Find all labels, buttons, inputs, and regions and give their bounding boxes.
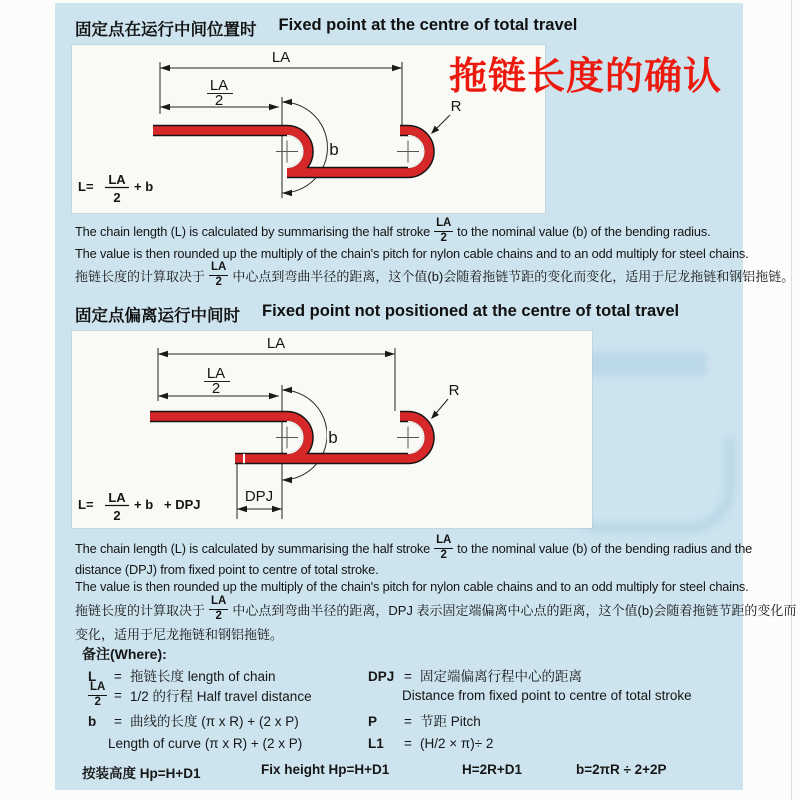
d1-b-arrow-top [282,99,292,105]
d1-b-label: b [329,140,339,159]
s2-para-en-line3: The value is then rounded up the multiply of the chain's pitch for nylon cable chains and to an odd multiply for steel chains. [75,579,749,594]
where-b-text: 曲线的长度 (π x R) + (2 x P) [130,714,299,729]
d2-la-arrow-right [385,351,395,357]
page-title-red: 拖链长度的确认 [449,56,723,98]
where-la2-text: 1/2 的行程 Half travel distance [130,689,312,704]
d1-b-arrow-bottom [282,190,292,196]
where-row-l1 [368,736,493,751]
s1-para-en-line1-pre: The chain length (L) is calculated by summarising the half stroke [75,223,431,239]
s2-para-cn-line2: 变化，适用于尼龙拖链和钢铝拖链。 [75,627,284,642]
d2-formula-l: L= [78,497,94,512]
d2-la2-arrow-right [269,393,279,399]
s1-para-en-line2: The value is then rounded up the multiply of the chain's pitch for nylon cable chains and to an odd multiply for steel chains. [75,246,749,261]
d2-la2-top: LA [206,365,226,382]
where-row-dpj [368,665,582,685]
where-curve-text: Length of curve (π x R) + (2 x P) [108,736,303,751]
where-l-text: 拖链长度 length of chain [130,669,276,684]
where-l-sym: L [88,669,97,684]
where-la2-bottom: 2 [94,695,101,708]
where-row-p [368,710,481,730]
d2-formula-plusdpj: + DPJ [164,497,201,512]
d1-formula-fracbot: 2 [113,190,121,205]
s1-para-en-frac [434,218,453,244]
d1-la2-bottom: 2 [214,92,224,109]
scan-edge-line [791,0,792,800]
bottom-fix-height-cn: 按装高度 Hp=H+D1 [82,766,201,781]
s1-frac-top: LA [434,218,453,232]
section2-heading-en: Fixed point not positioned at the centre of total travel [262,302,680,320]
d2-la-arrow-left [158,351,168,357]
d1-formula-fractop: LA [108,172,126,187]
bottom-fix-height-en: Fix height Hp=H+D1 [261,762,390,777]
where-la2-top: LA [88,682,107,696]
d2-dpj-label: DPJ [244,488,274,505]
diagram2-box [72,331,592,528]
where-title: 备注(Where): [82,646,167,662]
d2-la2-arrow-left [158,393,168,399]
d1-la2-arrow-left [160,104,170,110]
s2-para-cn-pre: 拖链长度的计算取决于 [75,602,206,618]
s1-para-en-line1-post: to the nominal value (b) of the bending radius. [457,223,711,239]
section1-heading-cn: 固定点在运行中间位置时 [75,21,257,39]
s2-para-en-line1-post: to the nominal value (b) of the bending radius and the [457,540,753,556]
s2-cn-frac-bottom: 2 [215,609,222,622]
d1-la-label: LA [271,49,291,66]
d1-formula-plusb: + b [134,179,154,194]
d2-formula-fractop: LA [108,490,126,505]
d2-r-label: R [448,382,460,399]
where-row-b [88,710,299,730]
section2-heading-cn: 固定点偏离运行中间时 [75,307,240,325]
where-dpj-text2: Distance from fixed point to centre of total stroke [402,688,692,703]
where-p-sym: P [368,714,378,729]
d1-r-label: R [450,98,462,115]
where-row-curve [108,736,302,751]
bottom-b-formula: b=2πR ÷ 2+2P [576,762,667,777]
d2-dpj-arrow-right [272,506,282,512]
d2-b-arrow-top [282,387,292,393]
diagram2-svg [72,331,592,528]
where-dpj-sym: DPJ [368,669,395,684]
where-b-eq: = [114,714,122,729]
d2-formula-plusb: + b [134,497,154,512]
s2-frac-top: LA [434,535,453,549]
s1-cn-frac-bottom: 2 [215,275,222,288]
where-p-eq: = [404,714,412,729]
section2-heading [75,302,679,326]
section1-heading [75,16,577,40]
s2-para-en-line1 [75,535,752,561]
d2-dpj-arrow-left [237,506,247,512]
where-row-la2 [88,682,312,708]
s1-para-cn [75,262,794,288]
d1-la2-arrow-right [269,104,279,110]
d2-b-label: b [328,428,338,447]
where-row-dpj2 [402,688,692,703]
where-l1-text: (H/2 × π)÷ 2 [420,736,494,751]
d2-la2-bottom: 2 [211,380,221,397]
s2-para-en-line2: distance (DPJ) from fixed point to centre of total stroke. [75,562,379,577]
d1-la-arrow-right [392,65,402,71]
s2-para-en-line1-pre: The chain length (L) is calculated by summarising the half stroke [75,540,431,556]
s2-para-cn-line1 [75,596,796,622]
s2-cn-frac-top: LA [209,596,228,610]
d1-la2-top: LA [209,77,229,94]
s1-para-cn-frac [209,262,228,288]
d2-b-arrow-bottom [282,477,292,483]
where-la2-eq: = [114,687,122,703]
d1-formula-l: L= [78,179,94,194]
d1-la-arrow-left [160,65,170,71]
s1-cn-frac-top: LA [209,262,228,276]
where-dpj-text: 固定端偏离行程中心的距离 [420,669,582,684]
s2-para-en-frac [434,535,453,561]
bottom-h-formula: H=2R+D1 [462,762,523,777]
where-la2-frac [88,682,107,708]
section1-heading-en: Fixed point at the centre of total travel [278,16,578,34]
s2-frac-bottom: 2 [440,548,447,561]
where-l1-eq: = [404,736,412,751]
d2-la-label: LA [266,335,286,352]
s1-para-en-line1 [75,218,711,244]
s1-para-cn-post: 中心点到弯曲半径的距离，这个值(b)会随着拖链节距的变化而变化，适用于尼龙拖链和钢铝拖链。 [232,268,795,284]
where-l-eq: = [114,669,122,684]
s1-para-cn-pre: 拖链长度的计算取决于 [75,268,206,284]
s2-para-cn-frac [209,596,228,622]
where-b-sym: b [88,714,97,729]
s1-frac-bottom: 2 [440,231,447,244]
s2-para-cn-post: 中心点到弯曲半径的距离，DPJ 表示固定端偏离中心点的距离，这个值(b)会随着拖链节距的变化而 [232,602,797,618]
where-l1-sym: L1 [368,736,384,751]
where-dpj-eq: = [404,669,412,684]
d2-formula-fracbot: 2 [113,508,121,523]
where-p-text: 节距 Pitch [420,714,481,729]
